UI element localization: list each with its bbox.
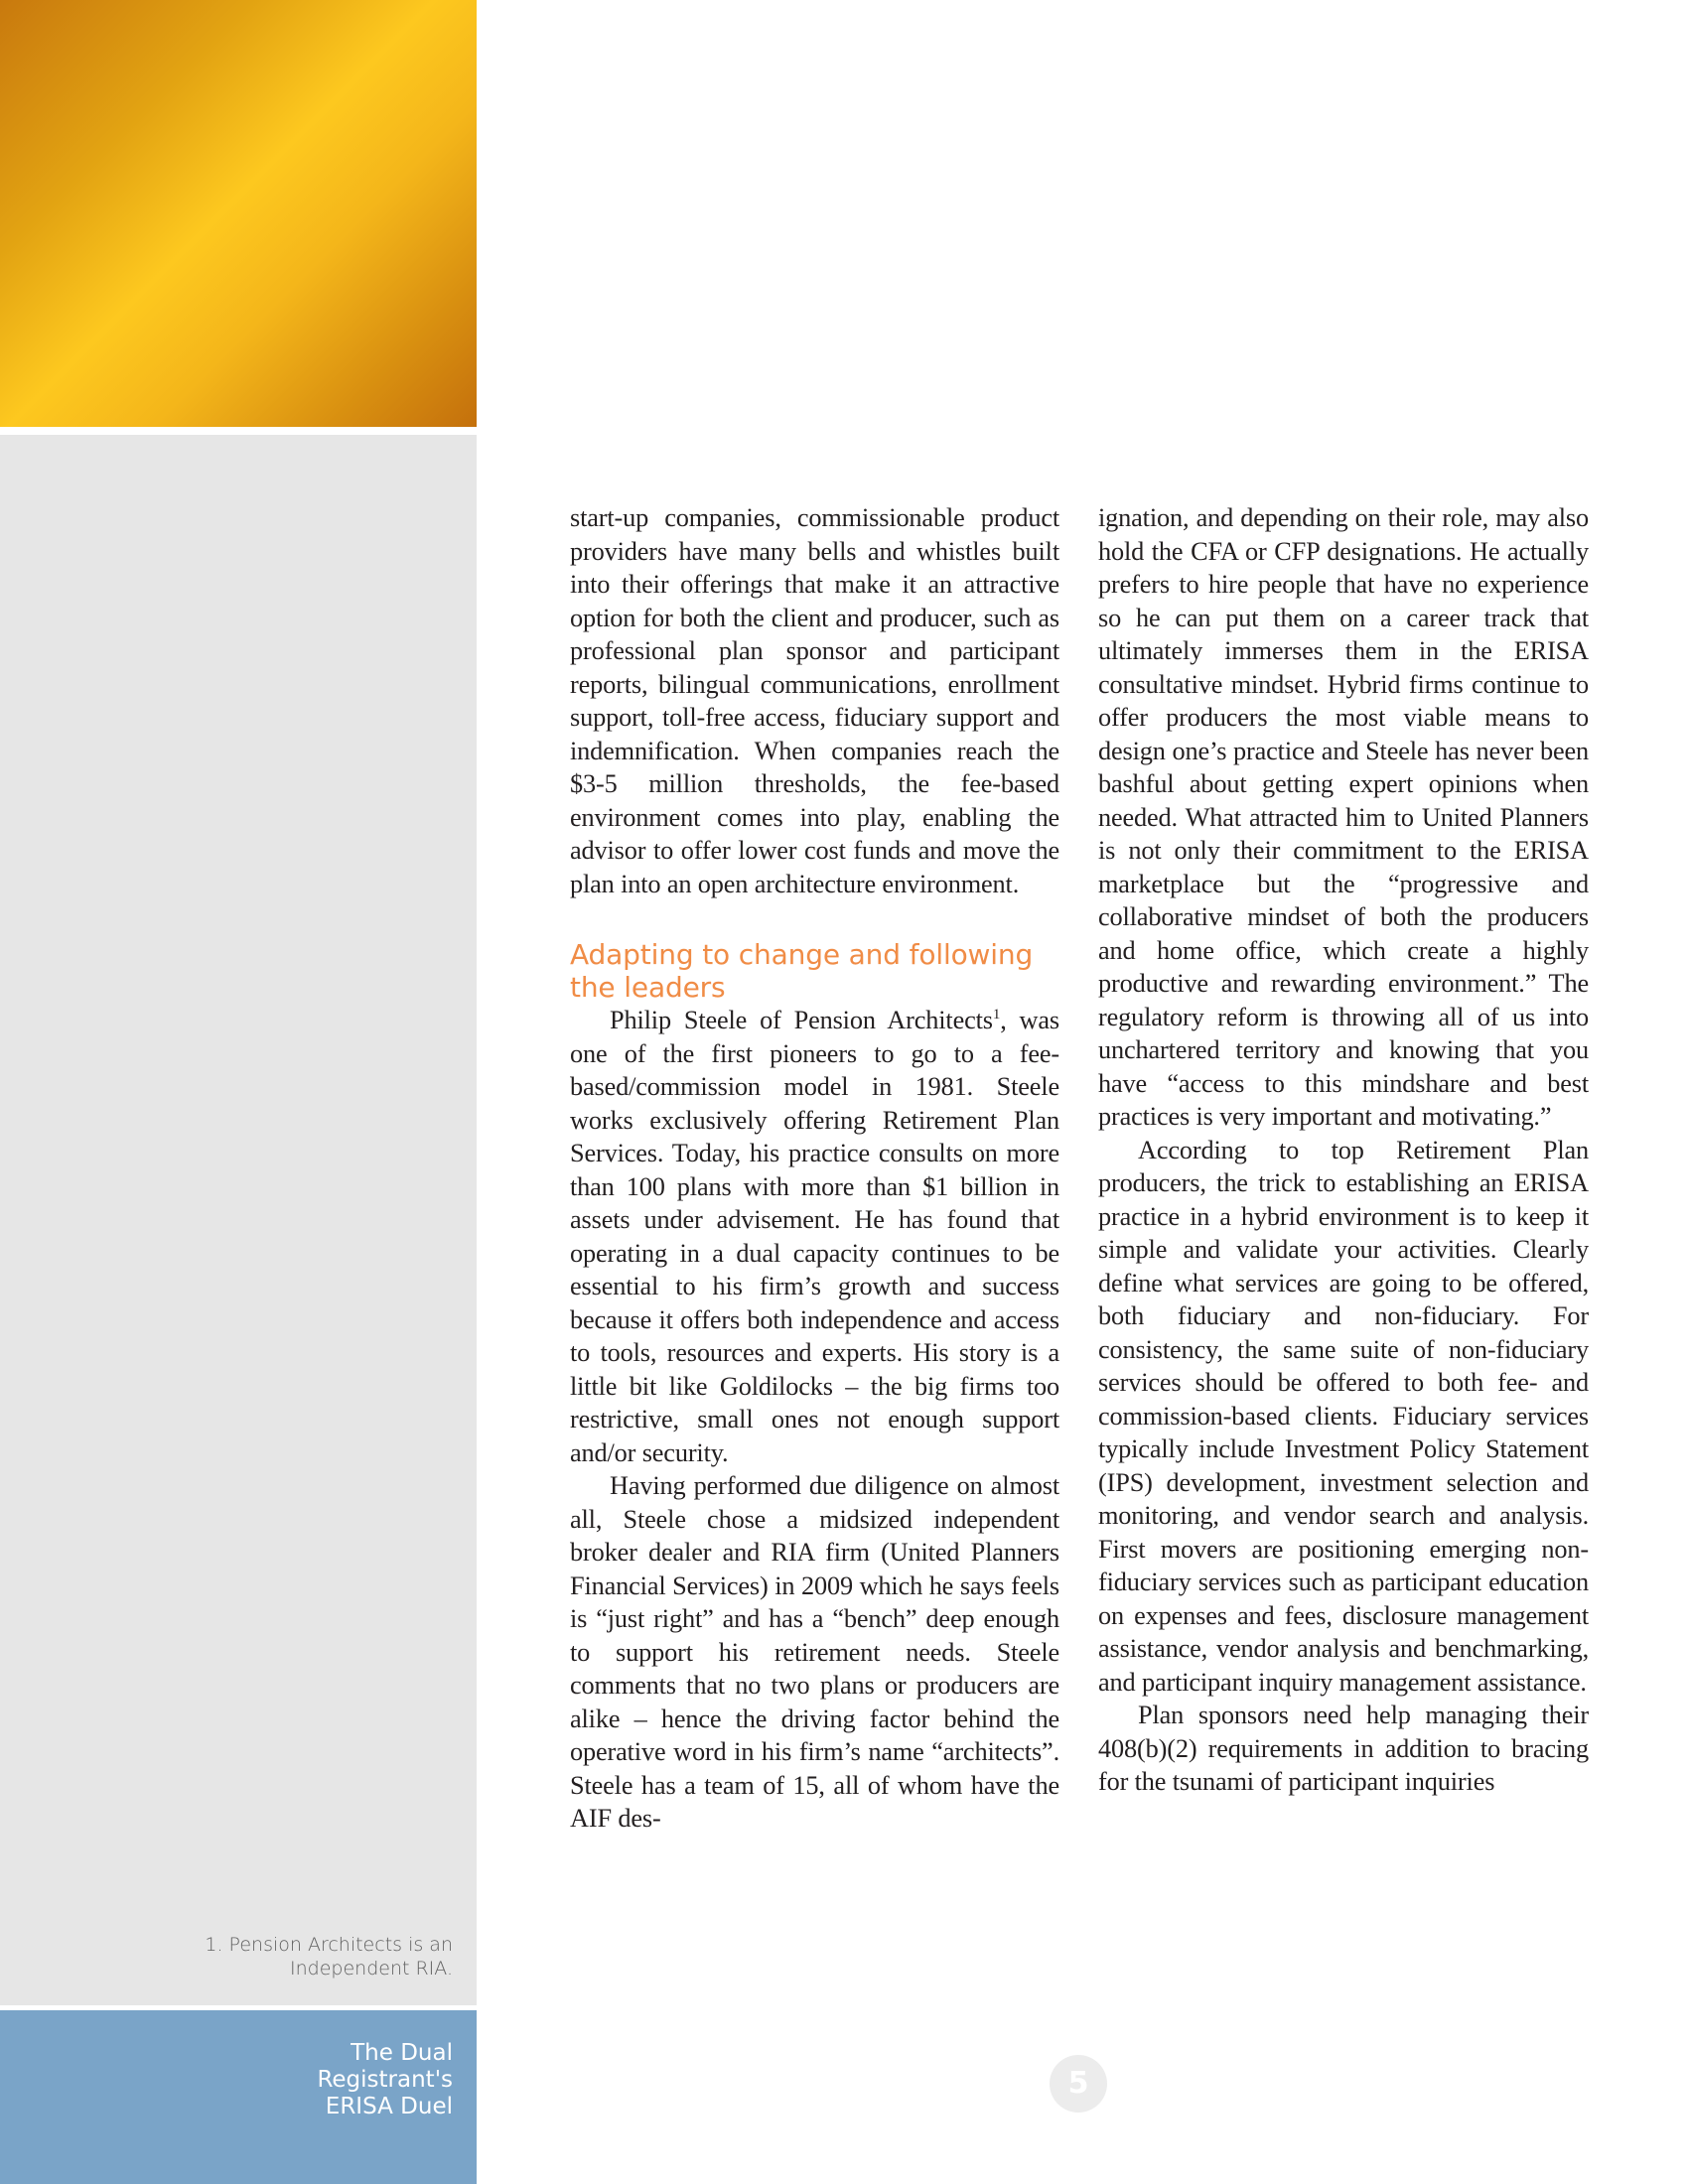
publication-title-line: The Dual [351, 2040, 453, 2066]
paragraph [570, 1004, 1059, 1469]
publication-title-line: Registrant's [317, 2067, 453, 2093]
article-column-right [1098, 501, 1589, 1799]
paragraph: start-up companies, commissionable product providers have many bells and whistles built into their offerings that make it an attractive option for both the client and producer, such as professional plan sponsor and participant reports, bilingual communications, enrollment support, toll-free access, fiduciary support and indemnification. When companies reach the $3-5 million thresholds, the fee-based environment comes into play, enabling the advisor to offer lower cost funds and move the plan into an open architecture environment. [570, 503, 1059, 898]
paragraph: Having performed due diligence on almost all, Steele chose a midsized independent broker dealer and RIA firm (United Planners Financial Services) in 2009 which he says feels is “just right” and has a “bench” deep enough to support his retirement needs. Steele comments that no two plans or producers are alike – hence the driving factor behind the operative word in his firm’s name “architects”. Steele has a team of 15, all of whom have the AIF des- [570, 1471, 1059, 1833]
footnote: 1. Pension Architects is an Independent RIA. [205, 1934, 453, 1979]
publication-title [248, 2040, 453, 2120]
page-number: 5 [1050, 2055, 1107, 2113]
section-heading: Adapting to change and following the leaders [570, 938, 1034, 1004]
paragraph: Plan sponsors need help managing their 408(b)(2) requirements in addition to bracing for the tsunami of participant inquiries [1098, 1701, 1589, 1796]
paragraph-text: , was one of the first pioneers to go to a fee-based/commission model in 1981. Steele works exclusively offering Retirement Plan Services. Today, his practice consults on more than 100 plans with more than $1 billion in assets under advisement. He has found that operating in a dual capacity continues to be essential to his firm’s growth and success because it offers both independence and access to tools, resources and experts. His story is a little bit like Goldilocks – the big firms too restrictive, small ones not enough support and/or security. [570, 1006, 1059, 1467]
footnote-marker: 1 [992, 1007, 1001, 1024]
paragraph-text: Philip Steele of Pension Architects [610, 1006, 993, 1034]
publication-title-line: ERISA Duel [325, 2094, 453, 2119]
decorative-gold-block [0, 0, 477, 427]
paragraph: According to top Retirement Plan producers, the trick to establishing an ERISA practice in a hybrid environment is to keep it simple and validate your activities. Clearly define what services are going to be offered, both fiduciary and non-fiduciary. For consistency, the same suite of non-fiduciary services should be offered to both fee- and commission-based clients. Fiduciary services typically include Investment Policy Statement (IPS) development, investment selection and monitoring, and vendor search and analysis. First movers are positioning emerging non-fiduciary services such as participant education on expenses and fees, disclosure management assistance, vendor analysis and benchmarking, and participant inquiry management assistance. [1098, 1135, 1589, 1697]
article-column-left [570, 501, 1059, 1836]
sidebar-panel [0, 435, 477, 2005]
paragraph: ignation, and depending on their role, may also hold the CFA or CFP designations. He actually prefers to hire people that have no experience so he can put them on a career track that ultimately immerses them in the ERISA consultative mindset. Hybrid firms continue to offer producers the most viable means to design one’s practice and Steele has never been bashful about getting expert opinions when needed. What attracted him to United Planners is not only their commitment to the ERISA marketplace but the “progressive and collaborative mindset of both the producers and home office, which create a highly productive and rewarding environment.” The regulatory reform is throwing all of us into unchartered territory and knowing that you have “access to this mindshare and best practices is very important and motivating.” [1098, 503, 1589, 1131]
